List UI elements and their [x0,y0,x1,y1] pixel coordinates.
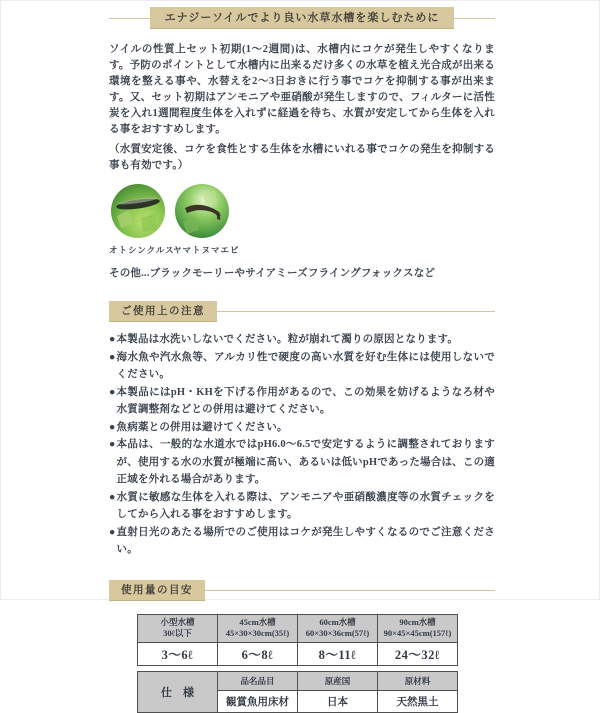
table-row [138,671,458,690]
amount-cell: 6～8ℓ [218,642,298,665]
shrimp-silhouette-icon [175,184,229,238]
tank-name: 45cm水槽 [239,616,276,627]
usage-rule [205,590,495,591]
caution-item-text: 本品は、一般的な水道水ではpH6.0～6.5で安定するように調整されておりますが、使用する水の水質が極端に高い、あるいは低いpHであった場合は、この適正域を外れる場合があります。 [116,439,495,485]
caution-item [109,331,495,349]
organism-label: ヤマトヌマエビ [173,245,240,255]
tank-header-cell [298,614,378,642]
organism-amano-shrimp [173,184,240,256]
otocinclus-photo [111,184,165,238]
caution-item-text: 海水魚や汽水魚等、アルカリ性で硬度の高い水質を好む生体には使用しないでください。 [116,351,495,380]
bullet-icon: ● [109,526,116,538]
caution-item [109,489,495,524]
intro-paragraph: ソイルの性質上セット初期(1～2週間)は、水槽内にコケが発生しやすくなります。予防のポイントとして水槽内に出来るだけ多くの水草を植え光合成が出来る環境を整える事や、水替えを2～3日おきに行う事でコケを抑制する事が出来ます。又、セット初期はアンモニアや亜硝酸が発生しますので、フィルターに活性炭を入れ1週間程度生体を入れずに経過を待ち、水質が安定してから生体を入れる事をおすすめします。 [109,44,495,135]
title-rule-left [109,18,150,19]
bullet-icon: ● [109,334,116,345]
content-column [109,7,495,713]
spec-value-cell: 観賞魚用床材 [218,690,298,712]
spec-table [137,671,458,713]
table-row [138,642,458,665]
caution-item-text: 本製品は水洗いしないでください。粒が崩れて濁りの原因となります。 [116,334,459,345]
tank-size: 30ℓ以下 [163,627,192,638]
tank-header-cell [218,614,298,642]
caution-item-text: 水質に敏感な生体を入れる際は、アンモニアや亜硝酸濃度等の水質チェックをしてから入れる事をおすすめします。 [116,491,495,520]
title-rule-right [454,18,495,19]
organism-otocinclus [109,184,175,256]
spec-header-cell: 原産国 [298,671,378,690]
spec-header-cell: 原材料 [378,671,458,690]
caution-item-text: 魚病薬との併用は避けてください。 [116,421,288,433]
caution-list [109,331,495,559]
caution-item-text: 直射日光のあたる場所でのご使用はコケが発生しやすくなるのでご注意ください。 [116,526,495,555]
tank-usage-table [137,614,458,666]
table-row [138,614,458,642]
bullet-icon: ● [109,386,116,398]
spec-header-cell: 品名品目 [218,671,298,690]
tank-size: 90×45×45cm(157ℓ) [383,627,452,638]
caution-item [109,384,495,419]
amano-shrimp-photo [175,184,229,238]
other-species-line: その他...ブラックモーリーやサイアミーズフライングフォックスなど [109,268,436,279]
caution-item [109,524,495,559]
caution-item [109,349,495,384]
usage-section-title: 使用量の目安 [109,580,205,601]
title-banner-row [109,7,495,29]
usage-tables [137,614,458,713]
tank-size: 60×30×36cm(57ℓ) [305,627,370,638]
intro-note: （水質安定後、コケを食性とする生体を水槽にいれる事でコケの発生を抑制する事も有効です。） [109,144,495,171]
bullet-icon: ● [109,439,116,450]
tank-name: 60cm水槽 [319,616,356,627]
bullet-icon: ● [109,491,116,503]
caution-section-header [109,301,495,322]
caution-item [109,419,495,437]
amount-cell: 3～6ℓ [138,642,218,665]
bullet-icon: ● [109,351,116,363]
tank-size: 45×30×30cm(35ℓ) [225,627,290,638]
amount-cell: 8～11ℓ [298,642,378,665]
tank-header-cell [138,614,218,642]
usage-section-header [109,580,495,601]
spec-value-cell: 日本 [298,690,378,712]
bullet-icon: ● [109,421,116,433]
fish-silhouette-icon [111,184,165,238]
tank-name: 90cm水槽 [399,616,436,627]
spec-value-cell: 天然黒土 [378,690,458,712]
caution-item-text: 本製品にはpH・KHを下げる作用があるので、この効果を妨げるようなろ材や水質調整剤などとの併用は避けてください。 [116,386,495,415]
caution-item [109,436,495,489]
page-title: エナジーソイルでより良い水草水槽を楽しむために [150,7,455,29]
spec-row-label: 仕 様 [138,671,218,712]
organism-label: オトシンクルス [109,245,175,255]
tank-header-cell [378,614,458,642]
caution-rule [217,311,495,312]
algae-eater-photos [109,184,495,256]
tank-name: 小型水槽 [160,616,195,627]
caution-section-title: ご使用上の注意 [109,301,217,322]
amount-cell: 24～32ℓ [378,642,458,665]
